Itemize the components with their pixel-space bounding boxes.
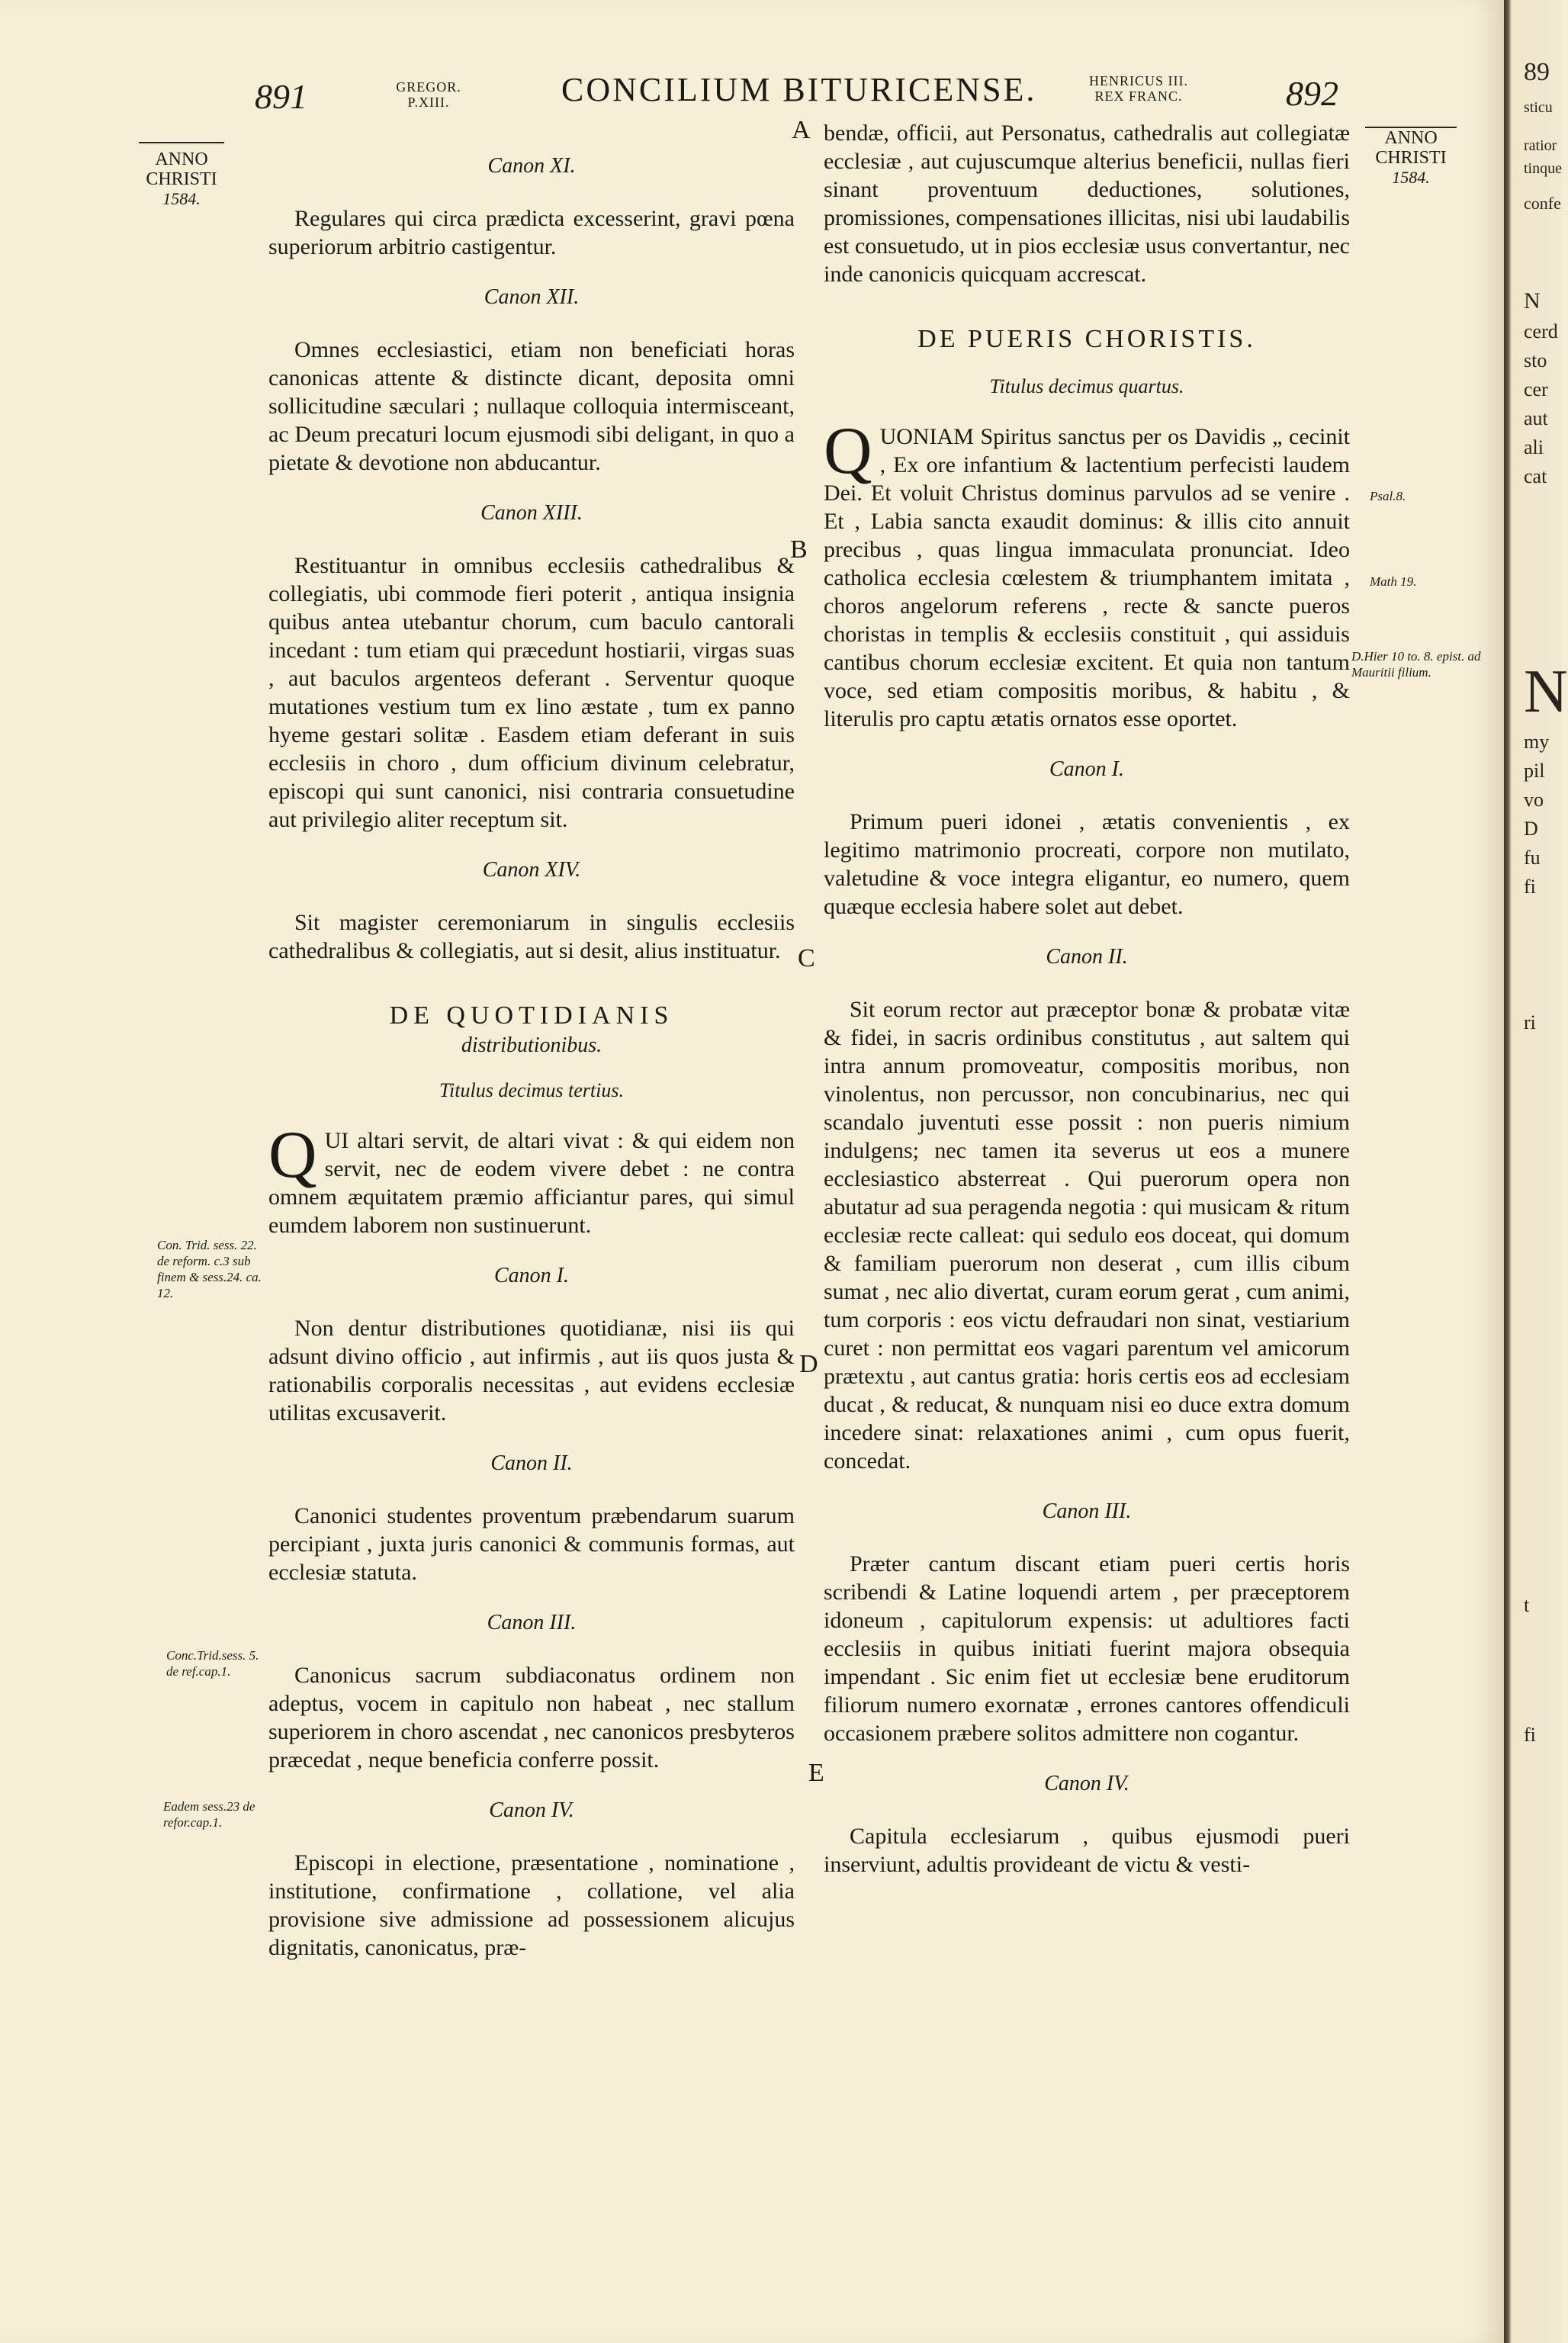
edge-fragment: N (1524, 288, 1541, 313)
edge-fragment: fu (1524, 847, 1541, 869)
edge-fragment: vo (1524, 789, 1544, 811)
canon-1-text-left: Non dentur distributiones quotidianæ, nisi iis qui adsunt divino officio , aut infirmis , aut iis quos justa & rationabilis corporalis necessitas , aut evidens ecclesiæ utilitas excusaverit. (268, 1316, 795, 1425)
titulus-14: Titulus decimus quartus. (989, 375, 1184, 397)
canon-14-text: Sit magister ceremoniarum in singulis ecclesiis cathedralibus & collegiatis, aut si desit, alius instituatur. (268, 910, 795, 963)
edge-fragment: pil (1524, 760, 1545, 782)
margin-note-left-1: Con. Trid. sess. 22. de reform. c.3 sub finem & sess.24. ca. 12. (157, 1238, 262, 1300)
king-line-2: REX FRANC. (1094, 88, 1183, 104)
edge-fragment: N (1524, 658, 1568, 725)
section-title-pueris: DE PUERIS CHORISTIS. (917, 325, 1256, 353)
edge-fragment: ratior (1524, 137, 1557, 154)
pope-line-2: P.XIII. (407, 95, 450, 110)
anno-right-line-1: ANNO (1384, 128, 1438, 148)
canon-11-text: Regulares qui circa prædicta excesserint, gravi pœna superiorum arbitrio castigentur. (268, 206, 795, 259)
intro-quotidianis (268, 1118, 795, 1239)
canon-3-heading-right: Canon III. (1042, 1499, 1132, 1523)
edge-fragment: D (1524, 818, 1538, 840)
section-letter-b: B (790, 535, 808, 564)
pope-header (390, 79, 467, 110)
canon-13-heading: Canon XIII. (480, 501, 583, 525)
edge-fragment: ali (1524, 436, 1544, 458)
margin-note-right-1: Psal.8. (1370, 489, 1406, 503)
canon-13-text: Restituantur in omnibus ecclesiis cathedralibus & collegiatis, ubi commode fieri poterit , antiqua insignia quibus antea utebantur chorum, cum baculo cantorali incedant : tum etiam qui præcedunt hostiarii, virgas suas , aut baculos argenteos deferant . Serventur quoque mutationes vestium tum ex lino æstate , tum ex panno hyeme gestari solitæ . Easdem etiam deferant in suis ecclesiis in choro , dum officium divinum celebratur, episcopi qui sunt canonici, nisi contraria consuetudine aut privilegio aliter receptum sit. (268, 553, 795, 832)
edge-fragment: t (1524, 1594, 1530, 1616)
canon-4-text-left: Episcopi in electione, præsentatione , nominatione , institutione, confirmatione , collatione, vel alia provisione sive admissione ad possessionem alicujus dignitatis, canonicatus, præ- (268, 1850, 795, 1960)
section-letter-c: C (798, 944, 815, 972)
edge-fragment: sto (1524, 349, 1547, 371)
edge-fragment: cer (1524, 378, 1548, 400)
margin-note-left-3: Eadem sess.23 de refor.cap.1. (163, 1799, 255, 1830)
drop-cap-q-left: Q (268, 1118, 317, 1192)
continuation-text: bendæ, officii, aut Personatus, cathedralis aut collegiatæ ecclesiæ , aut cujuscumque alterius beneficii, nullas fieri sinant proventuum deductiones, solutiones, promissiones, compensationes illicitas, nisi ubi laudabilis est consuetudo, ut in pios ecclesiæ usus convertantur, nec inde canonicis quicquam accrescat. (824, 121, 1350, 287)
section-letter-e: E (808, 1759, 824, 1787)
anno-rule-left (139, 142, 224, 143)
margin-note-left-2: Conc.Trid.sess. 5. de ref.cap.1. (166, 1648, 259, 1679)
edge-fragment: fi (1524, 1724, 1536, 1746)
canon-2-heading-right: Canon II. (1046, 945, 1128, 969)
canon-4-text-right: Capitula ecclesiarum , quibus ejusmodi pueri inserviunt, adultis provideant de victu & vesti- (824, 1824, 1350, 1877)
margin-note-right-2: Math 19. (1370, 574, 1417, 589)
king-header (1081, 73, 1196, 104)
edge-fragment: cat (1524, 465, 1547, 487)
right-column (824, 119, 1350, 1879)
canon-4-heading-left: Canon IV. (489, 1798, 574, 1822)
canon-14-heading: Canon XIV. (482, 858, 581, 882)
section-title-quotidianis: DE QUOTIDIANIS (389, 1001, 674, 1030)
section-letter-a: A (792, 116, 811, 144)
margin-note-right-3: D.Hier 10 to. 8. epist. ad Mauritii filium. (1351, 649, 1481, 680)
canon-1-text-right: Primum pueri idonei , ætatis convenientis , ex legitimo matrimonio procreati, corpore non mutilato, valetudine & voce integra eligantur, eo numero, quem quæque ecclesia habere solet aut debet. (824, 809, 1350, 919)
canon-12-heading: Canon XII. (484, 285, 580, 309)
edge-fragment: aut (1524, 407, 1548, 429)
intro-pueris-text: UONIAM Spiritus sanctus per os Davidis „ cecinit , Ex ore infantium & lactentium perfecisti laudem Dei. Et voluit Christus dominus parvulos ad se venire . Et , Labia sancta exaudit dominus: & illis cito annuit precibus , quas lingua immaculata pronunciat. Ideo catholica ecclesia cœlestem & triumphantem imitata , choros angelorum referens , recte & sancte pueros choristas in templis & ecclesiis constituit , qui assiduis cantibus chorum ecclesiæ excitent. Et quia non tantum voce, sed etiam compositis moribus, & habitu , & literulis pro captu ætatis ornatos esse oportet. (824, 424, 1350, 731)
running-title: CONCILIUM BITURICENSE. (561, 71, 1037, 108)
canon-2-text-left: Canonici studentes proventum præbendarum suarum percipiant , juxta juris canonici & communis formas, aut ecclesiæ statuta. (268, 1503, 795, 1585)
edge-fragment: cerd (1524, 320, 1558, 342)
next-page-edge (1504, 0, 1568, 2343)
anno-right-line-2: CHRISTI (1375, 148, 1447, 168)
canon-1-heading-right: Canon I. (1049, 757, 1124, 781)
canon-2-heading-left: Canon II. (490, 1451, 573, 1475)
pope-line-1: GREGOR. (396, 79, 461, 95)
intro-pueris (824, 414, 1350, 733)
anno-left (139, 149, 224, 209)
section-subtitle-distributionibus: distributionibus. (461, 1033, 602, 1057)
canon-3-heading-left: Canon III. (487, 1611, 577, 1634)
edge-fragment: tinque (1524, 160, 1562, 177)
edge-fragment: fi (1524, 876, 1536, 898)
edge-fragment: ri (1524, 1011, 1536, 1033)
page-number-right: 892 (1286, 74, 1338, 113)
anno-left-year: 1584. (162, 189, 201, 208)
intro-quotidianis-text: UI altari servit, de altari vivat : & qui eidem non servit, nec de eodem vivere debet : ne contra omnem æquitatem præmio afficiantur pares, qui simul eumdem laborem non sustinuerunt. (268, 1128, 795, 1238)
edge-fragment: 89 (1524, 58, 1550, 86)
canon-11-heading: Canon XI. (487, 154, 576, 178)
titulus-13: Titulus decimus tertius. (439, 1079, 624, 1101)
canon-3-text-left: Canonicus sacrum subdiaconatus ordinem non adeptus, vocem in capitulo non habeat , nec stallum superiorem in choro ascendat , nec canonicos presbyteros præcedat , neque beneficia conferre possit. (268, 1663, 795, 1773)
anno-right (1365, 128, 1457, 188)
canon-1-heading-left: Canon I. (494, 1264, 569, 1287)
king-line-1: HENRICUS III. (1089, 73, 1188, 88)
section-letter-d: D (799, 1350, 818, 1378)
edge-fragment: my (1524, 731, 1550, 753)
canon-3-text-right: Præter cantum discant etiam pueri certis horis scribendi & Latine loquendi artem , per præceptorem idoneum , capitulorum expensis: ut adultiores facti ecclesiis in quibus initiati fuerint majora obsequia impendant . Sic enim fiet ut ecclesiæ bene eruditorum filiorum numero exornatæ , errones cantores offendiculi occasionem præbere solitos admittere non cogantur. (824, 1551, 1350, 1746)
left-column (268, 154, 795, 1962)
canon-4-heading-right: Canon IV. (1044, 1772, 1129, 1795)
edge-fragment: confe (1524, 194, 1561, 213)
anno-left-line-1: ANNO (155, 149, 208, 169)
canon-12-text: Omnes ecclesiastici, etiam non beneficiati horas canonicas attente & distincte dicant, deposita omni sollicitudine sæculari ; nullaque colloquia intermisceant, ac Deum precaturi locum ejusmodi sibi deligant, in quo a pietate & devotione non abducantur. (268, 337, 795, 475)
canon-2-text-right: Sit eorum rector aut præceptor bonæ & probatæ vitæ & fidei, in sacris ordinibus constitutus , aut saltem qui intra annum promoveatur, compositis moribus, non vinolentus, non percussor, non concubinarius, nec qui scandalo juventuti esse possit : non pueris nimium indulgens; nec tamen ita severus ut eos a munere ecclesiastico absterreat . Qui puerorum opera non abutatur ad sua peragenda negotia : qui musicam & ritum ecclesiæ recte calleat: qui sedulo eos doceat, qui domum & familiam puerorum non deserat , cum illis cibum sumat , nec alio divertat, curam eorum gerat , cum animi, tum corporis : eos victu defraudari non sinat, vestiarium curet : non permittat eos vagari parentum vel amicorum prætextu , aut cantus gratia: horis certis eos ad ecclesiam ducat , & reducat, & nunquam nisi eo duce extra domum incedere sinat: relaxationes animi , cum opus fuerit, concedat. (824, 997, 1350, 1474)
drop-cap-q-right: Q (824, 414, 872, 488)
anno-left-line-2: CHRISTI (146, 169, 217, 189)
edge-fragment: sticu (1524, 99, 1553, 116)
anno-right-year: 1584. (1392, 168, 1430, 187)
page-number-left: 891 (255, 77, 307, 116)
